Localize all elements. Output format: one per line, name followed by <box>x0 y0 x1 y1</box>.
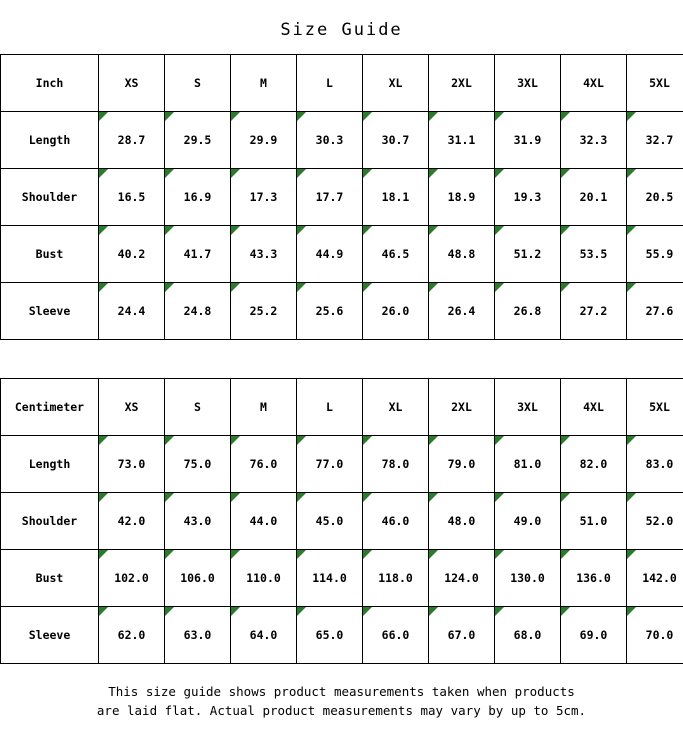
cell-cm-bust-xl: 118.0 <box>363 550 429 607</box>
cell-inch-length-l: 30.3 <box>297 112 363 169</box>
row-label-sleeve: Sleeve <box>1 283 99 340</box>
cell-inch-length-3xl: 31.9 <box>495 112 561 169</box>
column-header-s: S <box>165 55 231 112</box>
cell-inch-length-xl: 30.7 <box>363 112 429 169</box>
column-header-cm-xs: XS <box>99 379 165 436</box>
cell-inch-sleeve-s: 24.8 <box>165 283 231 340</box>
cell-inch-sleeve-2xl: 26.4 <box>429 283 495 340</box>
column-header-5xl: 5XL <box>627 55 683 112</box>
column-header-cm-l: L <box>297 379 363 436</box>
cell-cm-sleeve-2xl: 67.0 <box>429 607 495 664</box>
cell-inch-sleeve-3xl: 26.8 <box>495 283 561 340</box>
cell-inch-bust-xs: 40.2 <box>99 226 165 283</box>
cell-inch-shoulder-xl: 18.1 <box>363 169 429 226</box>
cell-inch-length-s: 29.5 <box>165 112 231 169</box>
cell-cm-shoulder-s: 43.0 <box>165 493 231 550</box>
column-header-cm-m: M <box>231 379 297 436</box>
cell-cm-sleeve-4xl: 69.0 <box>561 607 627 664</box>
cell-inch-shoulder-4xl: 20.1 <box>561 169 627 226</box>
cell-inch-sleeve-5xl: 27.6 <box>627 283 683 340</box>
cell-inch-bust-3xl: 51.2 <box>495 226 561 283</box>
column-header-cm-s: S <box>165 379 231 436</box>
cell-inch-shoulder-xs: 16.5 <box>99 169 165 226</box>
cell-inch-bust-xl: 46.5 <box>363 226 429 283</box>
column-header-m: M <box>231 55 297 112</box>
cell-cm-length-xl: 78.0 <box>363 436 429 493</box>
cell-cm-bust-5xl: 142.0 <box>627 550 683 607</box>
cell-cm-length-5xl: 83.0 <box>627 436 683 493</box>
cell-cm-bust-3xl: 130.0 <box>495 550 561 607</box>
cell-cm-bust-4xl: 136.0 <box>561 550 627 607</box>
unit-label-centimeter: Centimeter <box>1 379 99 436</box>
cell-cm-length-4xl: 82.0 <box>561 436 627 493</box>
footer-note <box>0 664 683 720</box>
table-row <box>1 493 683 550</box>
cell-inch-shoulder-3xl: 19.3 <box>495 169 561 226</box>
cell-cm-sleeve-s: 63.0 <box>165 607 231 664</box>
column-header-4xl: 4XL <box>561 55 627 112</box>
cell-cm-length-2xl: 79.0 <box>429 436 495 493</box>
cell-cm-sleeve-5xl: 70.0 <box>627 607 683 664</box>
cell-cm-shoulder-xl: 46.0 <box>363 493 429 550</box>
cell-inch-shoulder-5xl: 20.5 <box>627 169 683 226</box>
column-header-xs: XS <box>99 55 165 112</box>
page-title: Size Guide <box>280 20 403 40</box>
cell-cm-shoulder-l: 45.0 <box>297 493 363 550</box>
row-label-cm-length: Length <box>1 436 99 493</box>
cell-inch-shoulder-m: 17.3 <box>231 169 297 226</box>
table-row <box>1 550 683 607</box>
cell-cm-shoulder-4xl: 51.0 <box>561 493 627 550</box>
column-header-cm-xl: XL <box>363 379 429 436</box>
table-row <box>1 607 683 664</box>
table-row <box>1 226 683 283</box>
table-row <box>1 283 683 340</box>
column-header-2xl: 2XL <box>429 55 495 112</box>
column-header-cm-4xl: 4XL <box>561 379 627 436</box>
cell-inch-bust-s: 41.7 <box>165 226 231 283</box>
row-label-length: Length <box>1 112 99 169</box>
cell-inch-shoulder-2xl: 18.9 <box>429 169 495 226</box>
table-row <box>1 169 683 226</box>
cell-inch-length-4xl: 32.3 <box>561 112 627 169</box>
column-header-3xl: 3XL <box>495 55 561 112</box>
row-label-cm-sleeve: Sleeve <box>1 607 99 664</box>
cell-cm-shoulder-xs: 42.0 <box>99 493 165 550</box>
cell-cm-length-l: 77.0 <box>297 436 363 493</box>
cell-cm-bust-s: 106.0 <box>165 550 231 607</box>
table-row <box>1 112 683 169</box>
cell-cm-length-m: 76.0 <box>231 436 297 493</box>
table-header-row <box>1 55 683 112</box>
column-header-cm-5xl: 5XL <box>627 379 683 436</box>
cell-cm-sleeve-xs: 62.0 <box>99 607 165 664</box>
cell-cm-bust-2xl: 124.0 <box>429 550 495 607</box>
cell-inch-bust-4xl: 53.5 <box>561 226 627 283</box>
cell-inch-shoulder-l: 17.7 <box>297 169 363 226</box>
cell-cm-shoulder-2xl: 48.0 <box>429 493 495 550</box>
footer-line-2: are laid flat. Actual product measurements may vary by up to 5cm. <box>96 703 587 718</box>
cell-inch-sleeve-m: 25.2 <box>231 283 297 340</box>
cell-inch-bust-2xl: 48.8 <box>429 226 495 283</box>
table-row <box>1 436 683 493</box>
cell-cm-shoulder-5xl: 52.0 <box>627 493 683 550</box>
cell-cm-bust-m: 110.0 <box>231 550 297 607</box>
table-header-row <box>1 379 683 436</box>
cell-cm-bust-xs: 102.0 <box>99 550 165 607</box>
column-header-cm-2xl: 2XL <box>429 379 495 436</box>
cell-inch-length-xs: 28.7 <box>99 112 165 169</box>
column-header-cm-3xl: 3XL <box>495 379 561 436</box>
row-label-cm-shoulder: Shoulder <box>1 493 99 550</box>
cell-inch-sleeve-l: 25.6 <box>297 283 363 340</box>
cell-inch-bust-m: 43.3 <box>231 226 297 283</box>
cell-inch-sleeve-xl: 26.0 <box>363 283 429 340</box>
row-label-shoulder: Shoulder <box>1 169 99 226</box>
cell-inch-shoulder-s: 16.9 <box>165 169 231 226</box>
cell-cm-length-s: 75.0 <box>165 436 231 493</box>
column-header-xl: XL <box>363 55 429 112</box>
cell-cm-bust-l: 114.0 <box>297 550 363 607</box>
cell-cm-sleeve-m: 64.0 <box>231 607 297 664</box>
unit-label-inch: Inch <box>1 55 99 112</box>
cell-inch-length-m: 29.9 <box>231 112 297 169</box>
cell-cm-shoulder-3xl: 49.0 <box>495 493 561 550</box>
cell-cm-length-3xl: 81.0 <box>495 436 561 493</box>
cell-inch-sleeve-xs: 24.4 <box>99 283 165 340</box>
cell-inch-length-5xl: 32.7 <box>627 112 683 169</box>
row-label-bust: Bust <box>1 226 99 283</box>
cell-cm-shoulder-m: 44.0 <box>231 493 297 550</box>
size-table-centimeter <box>0 378 683 664</box>
cell-cm-length-xs: 73.0 <box>99 436 165 493</box>
cell-inch-length-2xl: 31.1 <box>429 112 495 169</box>
cell-cm-sleeve-l: 65.0 <box>297 607 363 664</box>
cell-inch-sleeve-4xl: 27.2 <box>561 283 627 340</box>
cell-inch-bust-l: 44.9 <box>297 226 363 283</box>
size-table-inch <box>0 54 683 340</box>
cell-inch-bust-5xl: 55.9 <box>627 226 683 283</box>
footer-line-1: This size guide shows product measurements taken when products <box>108 684 575 699</box>
table-separator <box>0 340 683 378</box>
column-header-l: L <box>297 55 363 112</box>
cell-cm-sleeve-3xl: 68.0 <box>495 607 561 664</box>
cell-cm-sleeve-xl: 66.0 <box>363 607 429 664</box>
row-label-cm-bust: Bust <box>1 550 99 607</box>
